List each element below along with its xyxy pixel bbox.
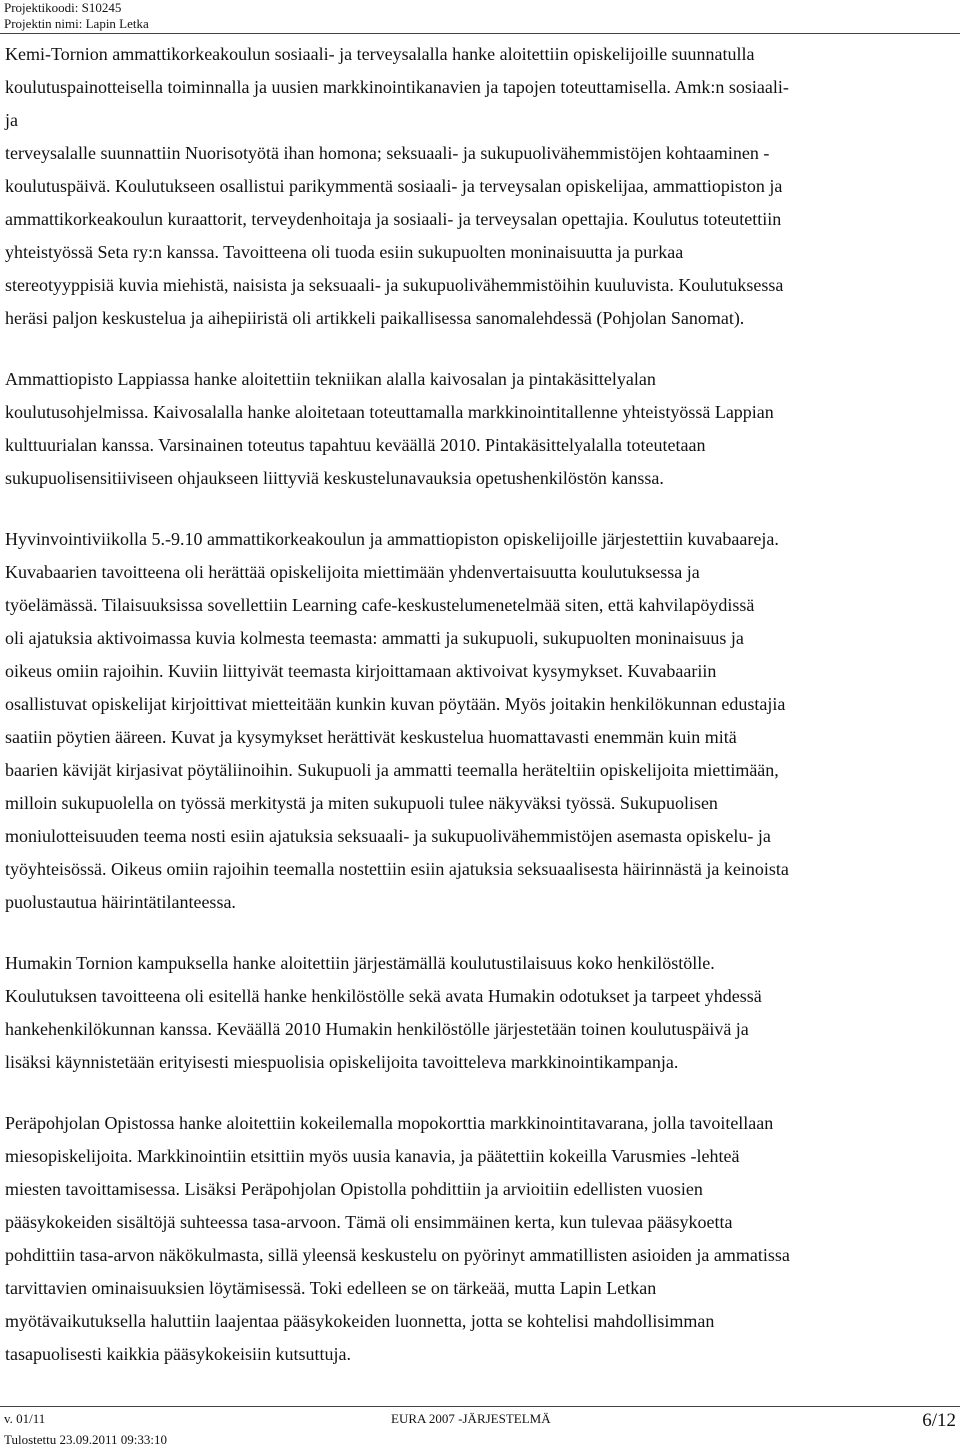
page-footer <box>0 1408 960 1449</box>
document-body <box>0 38 960 1399</box>
text-line: Humakin Tornion kampuksella hanke aloitettiin järjestämällä koulutustilaisuus koko henkilöstölle. <box>5 953 715 973</box>
version-label: v. 01/11 <box>4 1411 46 1426</box>
printed-timestamp: Tulostettu 23.09.2011 09:33:10 <box>4 1432 168 1447</box>
page-number: 6/12 <box>922 1410 956 1431</box>
text-line: tarvittavien ominaisuuksien löytämisessä. Toki edelleen se on tärkeää, mutta Lapin Letkan <box>5 1278 657 1298</box>
text-line: hankehenkilökunnan kanssa. Keväällä 2010 Humakin henkilöstölle järjestetään toinen koulutuspäivä ja <box>5 1019 749 1039</box>
text-line: Hyvinvointiviikolla 5.-9.10 ammattikorkeakoulun ja ammattiopiston opiskelijoille järjestettiin kuvabaareja. <box>5 529 779 549</box>
text-line: oikeus omiin rajoihin. Kuviin liittyivät teemasta kirjoittamaan aktivoivat kysymykset. Kuvabaariin <box>5 661 717 681</box>
paragraph <box>0 363 960 495</box>
text-line: pääsykokeiden sisältöjä suhteessa tasa-arvoon. Tämä oli ensimmäinen kerta, kun tulevaa pääsykoetta <box>5 1212 733 1232</box>
project-name: Projektin nimi: Lapin Letka <box>4 16 149 31</box>
paragraph <box>0 38 960 335</box>
text-line: Koulutuksen tavoitteena oli esitellä hanke henkilöstölle sekä avata Humakin odotukset ja tarpeet yhdessä <box>5 986 762 1006</box>
text-line: yhteistyössä Seta ry:n kanssa. Tavoitteena oli tuoda esiin sukupuolten moninaisuutta ja purkaa <box>5 242 684 262</box>
text-line: saatiin pöytien ääreen. Kuvat ja kysymykset herättivät keskustelua huomattavasti enemmän kuin mitä <box>5 727 737 747</box>
text-line: ammattikorkeakoulun kuraattorit, terveydenhoitaja ja sosiaali- ja terveysalan opettajia. Koulutus toteutettiin <box>5 209 782 229</box>
header-divider <box>0 33 960 34</box>
text-line: miesten tavoittamisessa. Lisäksi Peräpohjolan Opistolla pohdittiin ja arvioitiin edellisten vuosien <box>5 1179 703 1199</box>
text-line: koulutuspäivä. Koulutukseen osallistui parikymmentä sosiaali- ja terveysalan opiskelijaa, ammattiopiston ja <box>5 176 783 196</box>
text-line: heräsi paljon keskustelua ja aihepiiristä oli artikkeli paikallisessa sanomalehdessä (Pohjolan Sanomat). <box>5 308 745 328</box>
page-header <box>4 0 149 32</box>
text-line: sukupuolisensitiiviseen ohjaukseen liittyviä keskustelunavauksia opetushenkilöstön kanssa. <box>5 468 664 488</box>
text-line: miesopiskelijoita. Markkinointiin etsittiin myös uusia kanavia, ja päätettiin kokeilla Varusmies -lehteä <box>5 1146 740 1166</box>
paragraph <box>0 523 960 919</box>
text-line: milloin sukupuolella on työssä merkitystä ja miten sukupuoli tulee näkyväksi työssä. Sukupuolisen <box>5 793 718 813</box>
paragraph <box>0 947 960 1079</box>
text-line: Kuvabaarien tavoitteena oli herättää opiskelijoita miettimään yhdenvertaisuutta koulutuksessa ja <box>5 562 700 582</box>
text-line: Peräpohjolan Opistossa hanke aloitettiin kokeilemalla mopokorttia markkinointitavarana, jolla tavoitellaan <box>5 1113 774 1133</box>
footer-divider <box>0 1406 960 1407</box>
text-line: kulttuurialan kanssa. Varsinainen toteutus tapahtuu keväällä 2010. Pintakäsittelyalalla toteutetaan <box>5 435 706 455</box>
text-line: ja <box>5 110 18 130</box>
text-line: lisäksi käynnistetään erityisesti miespuolisia opiskelijoita tavoitteleva markkinointikampanja. <box>5 1052 679 1072</box>
text-line: koulutusohjelmissa. Kaivosalalla hanke aloitetaan toteuttamalla markkinointitallenne yhteistyössä Lappian <box>5 402 774 422</box>
text-line: oli ajatuksia aktivoimassa kuvia kolmesta teemasta: ammatti ja sukupuoli, sukupuolten moninaisuus ja <box>5 628 744 648</box>
text-line: osallistuvat opiskelijat kirjoittivat mietteitään kunkin kuvan pöytään. Myös joitakin henkilökunnan edustajia <box>5 694 786 714</box>
text-line: pohdittiin tasa-arvon näkökulmasta, sillä yleensä keskustelu on pyörinyt ammatillisten asioiden ja ammatissa <box>5 1245 790 1265</box>
text-line: baarien kävijät kirjasivat pöytäliinoihin. Sukupuoli ja ammatti teemalla heräteltiin opiskelijoita miettimään, <box>5 760 779 780</box>
text-line: puolustautua häirintätilanteessa. <box>5 892 236 912</box>
text-line: terveysalalle suunnattiin Nuorisotyötä ihan homona; seksuaali- ja sukupuolivähemmistöjen kohtaaminen - <box>5 143 770 163</box>
text-line: Ammattiopisto Lappiassa hanke aloitettiin tekniikan alalla kaivosalan ja pintakäsittelyalan <box>5 369 656 389</box>
text-line: työyhteisössä. Oikeus omiin rajoihin teemalla nostettiin esiin ajatuksia seksuaalisesta häirinnästä ja keinoista <box>5 859 789 879</box>
text-line: tasapuolisesti kaikkia pääsykokeisiin kutsuttuja. <box>5 1344 351 1364</box>
text-line: myötävaikutuksella haluttiin laajentaa pääsykokeiden luonnetta, jotta se kohtelisi mahdollisimman <box>5 1311 715 1331</box>
text-line: koulutuspainotteisella toiminnalla ja uusien markkinointikanavien ja tapojen toteuttamisella. Amk:n sosiaali- <box>5 77 789 97</box>
text-line: stereotyyppisiä kuvia miehistä, naisista ja seksuaali- ja sukupuolivähemmistöihin kuuluvista. Koulutuksessa <box>5 275 784 295</box>
text-line: työelämässä. Tilaisuuksissa sovellettiin Learning cafe-keskustelumenetelmää siten, että kahvilapöydissä <box>5 595 755 615</box>
paragraph <box>0 1107 960 1371</box>
text-line: moniulotteisuuden teema nosti esiin ajatuksia seksuaali- ja sukupuolivähemmistöjen asemasta opiskelu- ja <box>5 826 771 846</box>
system-name: EURA 2007 -JÄRJESTELMÄ <box>391 1411 551 1426</box>
project-code: Projektikoodi: S10245 <box>4 0 122 15</box>
text-line: Kemi-Tornion ammattikorkeakoulun sosiaali- ja terveysalalla hanke aloitettiin opiskelijoille suunnatulla <box>5 44 755 64</box>
